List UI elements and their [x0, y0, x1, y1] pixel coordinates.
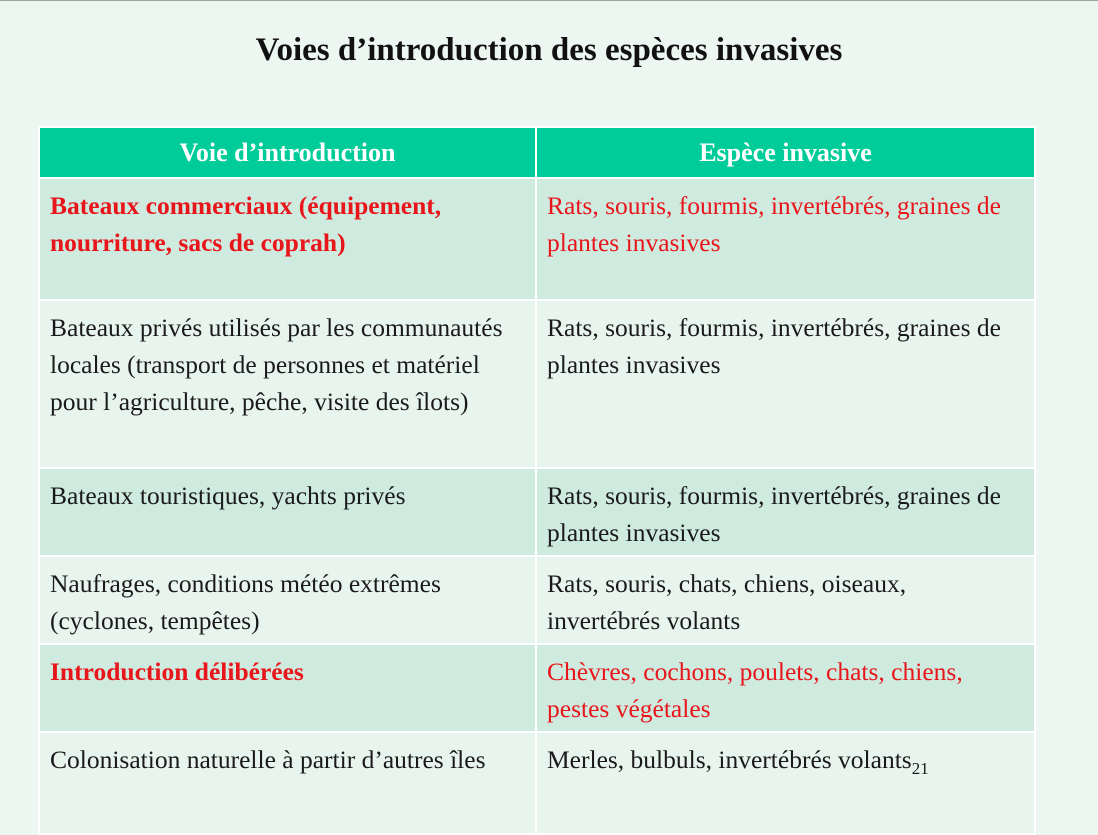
route-cell: Colonisation naturelle à partir d’autres îles: [40, 733, 535, 833]
species-cell: Chèvres, cochons, poulets, chats, chiens, pestes végétales: [537, 645, 1034, 731]
route-cell: Introduction délibérées: [40, 645, 535, 731]
table-header-row: [40, 128, 1034, 177]
species-cell: Rats, souris, fourmis, invertébrés, graines de plantes invasives: [537, 301, 1034, 467]
table-row: [40, 179, 1034, 299]
route-cell: Bateaux touristiques, yachts privés: [40, 469, 535, 555]
table-row: [40, 557, 1034, 643]
table-row: [40, 301, 1034, 467]
species-cell: Rats, souris, fourmis, invertébrés, graines de plantes invasives: [537, 469, 1034, 555]
slide-title: Voies d’introduction des espèces invasives: [255, 32, 843, 68]
top-rule: [0, 0, 1098, 1]
header-species: Espèce invasive: [537, 128, 1034, 177]
species-cell: Rats, souris, chats, chiens, oiseaux, invertébrés volants: [537, 557, 1034, 643]
page-number: 21: [911, 759, 929, 778]
table-row: [40, 645, 1034, 731]
route-cell: Naufrages, conditions météo extrêmes (cyclones, tempêtes): [40, 557, 535, 643]
table-row: [40, 733, 1034, 833]
header-route: Voie d’introduction: [40, 128, 535, 177]
species-cell: Rats, souris, fourmis, invertébrés, graines de plantes invasives: [537, 179, 1034, 299]
route-cell: Bateaux privés utilisés par les communautés locales (transport de personnes et matériel pour l’agriculture, pêche, visite des îlots): [40, 301, 535, 467]
species-cell: [537, 733, 1034, 833]
invasive-species-table: [38, 126, 1036, 835]
species-text: Merles, bulbuls, invertébrés volants: [547, 745, 912, 774]
route-cell: Bateaux commerciaux (équipement, nourriture, sacs de coprah): [40, 179, 535, 299]
table-row: [40, 469, 1034, 555]
